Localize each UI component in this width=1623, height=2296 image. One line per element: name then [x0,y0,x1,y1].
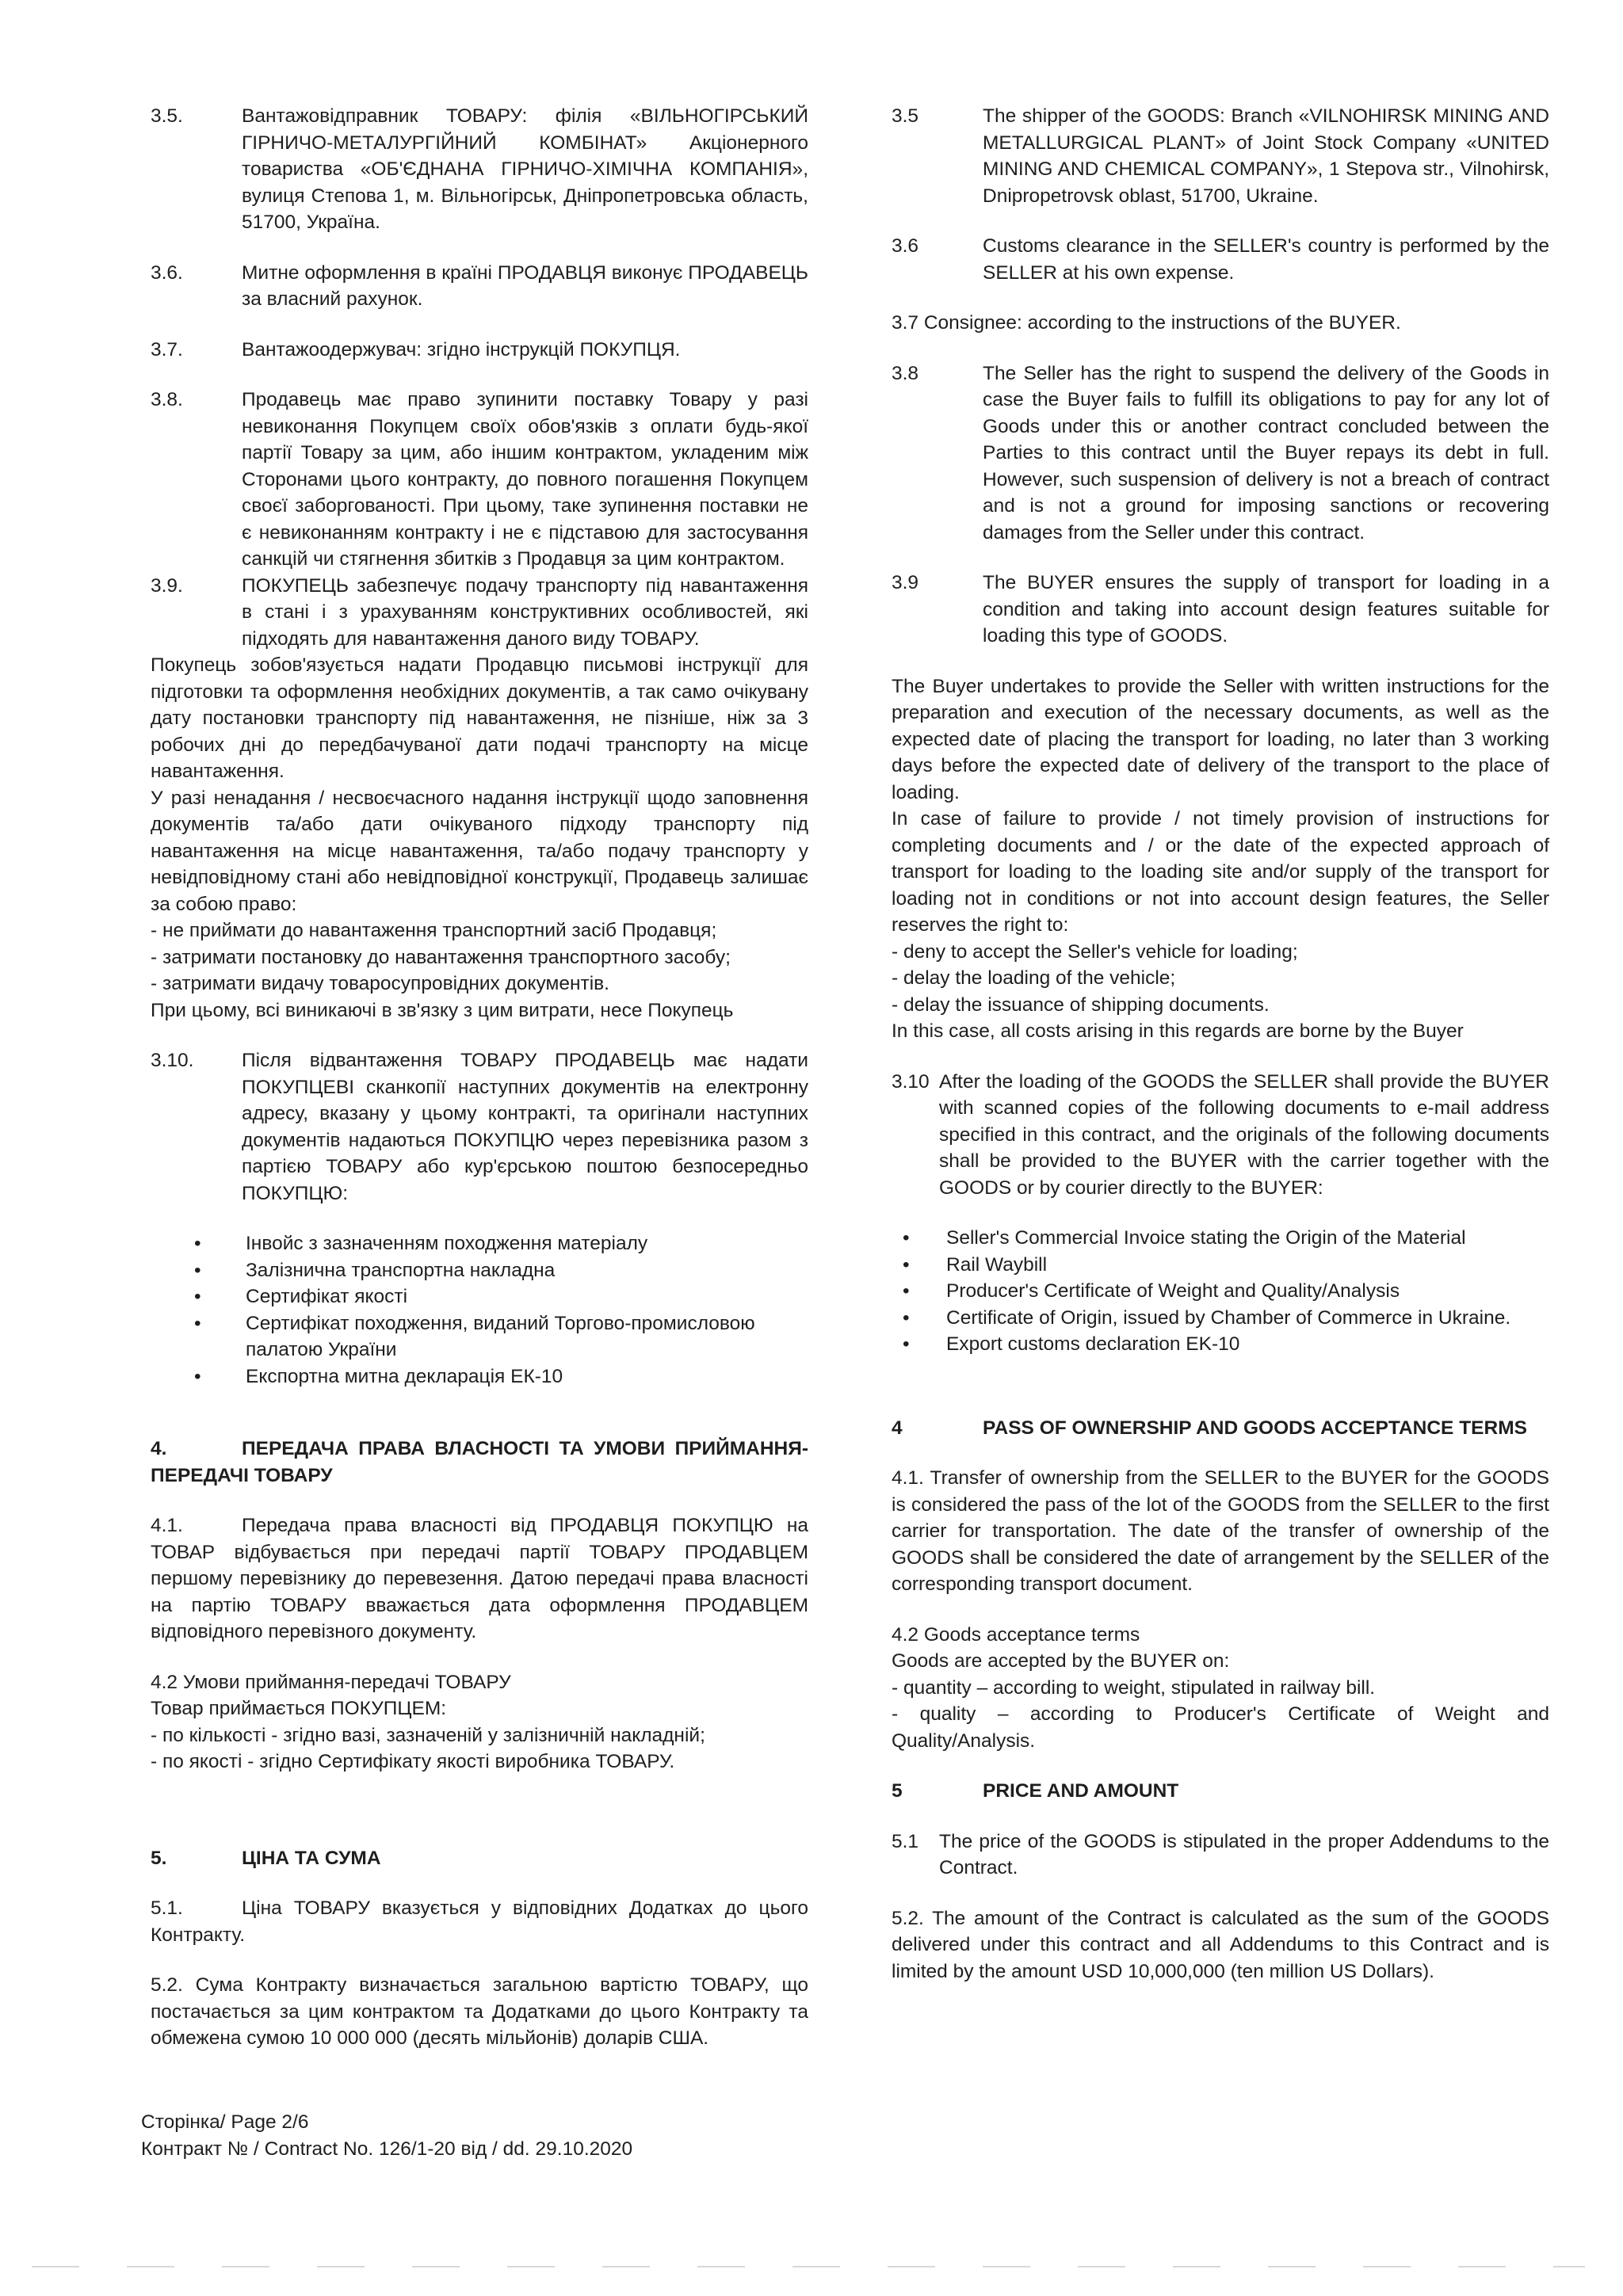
scan-artifact [32,2266,1585,2267]
section-4-heading-en: 4 PASS OF OWNERSHIP AND GOODS ACCEPTANCE TERMS [892,1417,1527,1439]
section-4-heading-ua: 4. ПЕРЕДАЧА ПРАВА ВЛАСНОСТІ ТА УМОВИ ПРИЙМАННЯ-ПЕРЕДАЧІ ТОВАРУ [151,1438,808,1486]
paragraph: In this case, all costs arising in this regards are borne by the Buyer [892,1020,1464,1042]
clause-5-2-en: 5.2. The amount of the Contract is calculated as the sum of the GOODS delivered under this contract and all Addendums to this Contract and is limited by the amount USD 10,000,000 (ten million US Dollars). [892,1907,1549,1982]
bullet-icon: • [194,1259,201,1281]
bullet-icon: • [194,1286,201,1307]
dash-item: - deny to accept the Seller's vehicle for loading; [892,940,1298,963]
clause-text: The Seller has the right to suspend the delivery of the Goods in case the Buyer fails to fulfill its obligations to pay for any lot of Goods under this or another contract concluded between the Parties to this contract until the Buyer repays its debt in full. However, such suspension of delivery is not a breach of contract and is not a ground for imposing sanctions or recovering damages from the Seller under this contract. [983,362,1549,543]
bullet-icon: • [903,1227,910,1249]
clause-number: 3.8. [151,389,183,410]
clause-number: 3.5. [151,105,183,127]
paragraph: Товар приймається ПОКУПЦЕМ: [151,1698,447,1719]
clause-number: 3.10 [892,1070,930,1093]
clause-text: The BUYER ensures the supply of transport for loading in a condition and taking into account design features suitable for loading this type of GOODS. [983,572,1549,646]
clause-4-2-title-ua: 4.2 Умови приймання-передачі ТОВАРУ [151,1671,511,1693]
document-list-ua [151,1230,808,1390]
list-item: • Export customs declaration EK-10 [892,1331,1549,1358]
clause-number: 3.6. [151,261,183,284]
clause-3-6-en [892,233,1549,286]
clause-number: 3.9. [151,574,183,597]
clause-text: Вантажовідправник ТОВАРУ: філія «ВІЛЬНОГІРСЬКИЙ ГІРНИЧО-МЕТАЛУРГІЙНИЙ КОМБІНАТ» Акціонерного товариства «ОБ'ЄДНАНА ГІРНИЧО-ХІМІЧНА КОМПАНІЯ», вулиця Степова 1, м. Вільногірськ, Дніпропетровська область, 51700, Україна. [242,105,808,233]
clause-5-1-ua: 5.1. Ціна ТОВАРУ вказується у відповідних Додатках до цього Контракту. [151,1897,808,1946]
clause-text: Митне оформлення в країні ПРОДАВЦЯ виконує ПРОДАВЕЦЬ за власний рахунок. [242,261,808,310]
paragraph: Goods are accepted by the BUYER on: [892,1650,1230,1672]
clause-3-5-ua [151,103,808,236]
list-item: • Producer's Certificate of Weight and Quality/Analysis [892,1278,1549,1305]
paragraph: The Buyer undertakes to provide the Seller with written instructions for the preparation and execution of the necessary documents, as well as the expected date of placing the transport for loading, no later than 3 working days before the expected date of delivery of the transport to the place of loading. [892,675,1549,803]
ukrainian-column [151,103,808,2052]
clause-5-2-ua: 5.2. Сума Контракту визначається загальною вартістю ТОВАРУ, що постачається за цим контрактом та Додатками до цього Контракту та обмежена сумою 10 000 000 (десять мільйонів) доларів США. [151,1974,808,2049]
clause-number: 3.9 [892,572,919,593]
bullet-icon: • [194,1233,201,1254]
clause-text: Продавець має право зупинити поставку Товару у разі невиконання Покупцем своїх обов'язків з оплати будь-якої партії Товару за цим, або іншим контрактом, укладеним між Сторонами цього контракту, до повного погашення Покупцем своєї заборгованості. При цьому, таке зупинення поставки не є невиконанням контракту і не є підставою для застосування санкцій чи стягнення збитків з Продавця за цим контрактом. [242,389,808,570]
page-footer [141,2109,632,2163]
clause-text: The shipper of the GOODS: Branch «VILNOHIRSK MINING AND METALLURGICAL PLANT» of Joint Stock Company «UNITED MINING AND CHEMICAL COMPANY», 1 Stepova str., Vilnohirsk, Dnipropetrovsk oblast, 51700, Ukraine. [983,105,1549,207]
list-item: • Експортна митна декларація ЕК-10 [151,1363,808,1390]
clause-3-6-ua [151,260,808,313]
clause-3-7-en: 3.7 Consignee: according to the instructions of the BUYER. [892,312,1401,334]
clause-number: 3.8 [892,362,919,384]
clause-number: 3.6 [892,235,919,257]
clause-text: Вантажоодержувач: згідно інструкцій ПОКУПЦЯ. [242,338,681,360]
clause-text: After the loading of the GOODS the SELLER shall provide the BUYER with scanned copies of the following documents to e-mail address specified in this contract, and the originals of the following documents shall be provided to the BUYER with the carrier together with the GOODS or by courier directly to the BUYER: [939,1070,1549,1199]
list-item: • Сертифікат походження, виданий Торгово-промисловою палатою України [151,1310,808,1363]
list-item: • Інвойс з зазначенням походження матеріалу [151,1230,808,1257]
dash-item: - по якості - згідно Сертифікату якості виробника ТОВАРУ. [151,1751,675,1772]
section-5-heading-ua: 5. ЦІНА ТА СУМА [151,1847,381,1869]
clause-text: Customs clearance in the SELLER's country is performed by the SELLER at his own expense. [983,235,1549,284]
dash-item: - delay the loading of the vehicle; [892,967,1176,989]
clause-3-9-ua [151,573,808,653]
dash-item: - delay the issuance of shipping documents. [892,994,1270,1016]
clause-3-10-ua [151,1047,808,1207]
clause-text: The price of the GOODS is stipulated in the proper Addendums to the Contract. [939,1830,1549,1878]
bullet-icon: • [903,1280,910,1302]
clause-3-9-en [892,570,1549,650]
clause-3-8-en [892,360,1549,547]
clause-5-1-en [892,1829,1549,1882]
clause-text: Передача права власності від ПРОДАВЦЯ ПОКУПЦЮ на ТОВАР відбувається при передачі партії ТОВАРУ ПРОДАВЦЕМ першому перевізнику до перевезення. Датою передачі права власності на партію ТОВАРУ вважається дата оформлення ПРОДАВЦЕМ відповідного перевізного документу. [151,1515,808,1642]
clause-text: Після відвантаження ТОВАРУ ПРОДАВЕЦЬ має надати ПОКУПЦЕВІ сканкопії наступних документів на електронну адресу, вказану у цьому контракті, та оригінали наступних документів надаються ПОКУПЦЮ через перевізника разом з партією ТОВАРУ або кур'єрською поштою безпосередньо ПОКУПЦЮ: [242,1050,808,1204]
english-column [892,103,1549,1985]
bullet-icon: • [903,1253,910,1276]
section-5-heading-en: 5 PRICE AND AMOUNT [892,1780,1179,1802]
clause-number: 3.5 [892,105,919,127]
paragraph: Покупець зобов'язується надати Продавцю письмові інструкції для підготовки та оформлення необхідних документів, а так само очікувану дату постановки транспорту під навантаження, не пізніше, ніж за 3 робочих дні до передбачуваної дати подачі транспорту на місце навантаження. [151,654,808,782]
dash-item: - quality – according to Producer's Certificate of Weight and Quality/Analysis. [892,1703,1549,1752]
clause-text: ПОКУПЕЦЬ забезпечує подачу транспорту під навантаження в стані і з урахуванням конструктивних особливостей, які підходять для навантаження даного виду ТОВАРУ. [242,574,808,650]
clause-3-5-en [892,103,1549,209]
bullet-icon: • [194,1312,201,1334]
list-item: • Залізнична транспортна накладна [151,1257,808,1284]
list-item: • Rail Waybill [892,1252,1549,1279]
dash-item: - не приймати до навантаження транспортний засіб Продавця; [151,920,717,941]
list-item: • Seller's Commercial Invoice stating the Origin of the Material [892,1225,1549,1252]
dash-item: - затримати видачу товаросупровідних документів. [151,973,609,994]
bullet-icon: • [903,1333,910,1355]
clause-3-10-en [892,1069,1549,1202]
clause-3-8-ua [151,387,808,573]
clause-4-2-title-en: 4.2 Goods acceptance terms [892,1623,1140,1646]
clause-number: 4.1. [151,1515,183,1536]
dash-item: - затримати постановку до навантаження транспортного засобу; [151,946,731,968]
list-item: • Certificate of Origin, issued by Chamber of Commerce in Ukraine. [892,1305,1549,1332]
clause-4-1-en: 4.1. Transfer of ownership from the SELLER to the BUYER for the GOODS is considered the pass of the lot of the GOODS from the SELLER to the first carrier for transportation. The date of the transfer of ownership of the GOODS shall be considered the date of arrangement by the SELLER of the corresponding transport document. [892,1467,1549,1595]
document-list-en [892,1225,1549,1358]
clause-3-7-ua [151,337,808,364]
list-item: • Сертифікат якості [151,1283,808,1310]
page-number: Сторінка/ Page 2/6 [141,2111,309,2133]
dash-item: - quantity – according to weight, stipulated in railway bill. [892,1676,1376,1699]
paragraph: У разі ненадання / несвоєчасного надання інструкції щодо заповнення документів та/або дати очікуваного підходу транспорту під навантаження на місце навантаження, та/або подачу транспорту у невідповідному стані або невідповідної конструкції, Продавець залишає за собою право: [151,787,808,915]
clause-number: 3.10. [151,1050,194,1071]
clause-number: 5.1 [892,1830,919,1852]
bullet-icon: • [903,1306,910,1329]
contract-reference: Контракт № / Contract No. 126/1-20 від / dd. 29.10.2020 [141,2138,633,2160]
paragraph: In case of failure to provide / not timely provision of instructions for completing documents and / or the date of the expected approach of transport for loading to the loading site and/or supply of the transport for loading not in conditions or not into account design features, the Seller reserves the right to: [892,808,1549,936]
paragraph: При цьому, всі виникаючі в зв'язку з цим витрати, несе Покупець [151,999,734,1021]
dash-item: - по кількості - згідно вазі, зазначеній у залізничній накладній; [151,1724,705,1746]
bullet-icon: • [194,1365,201,1387]
clause-number: 3.7. [151,338,183,360]
